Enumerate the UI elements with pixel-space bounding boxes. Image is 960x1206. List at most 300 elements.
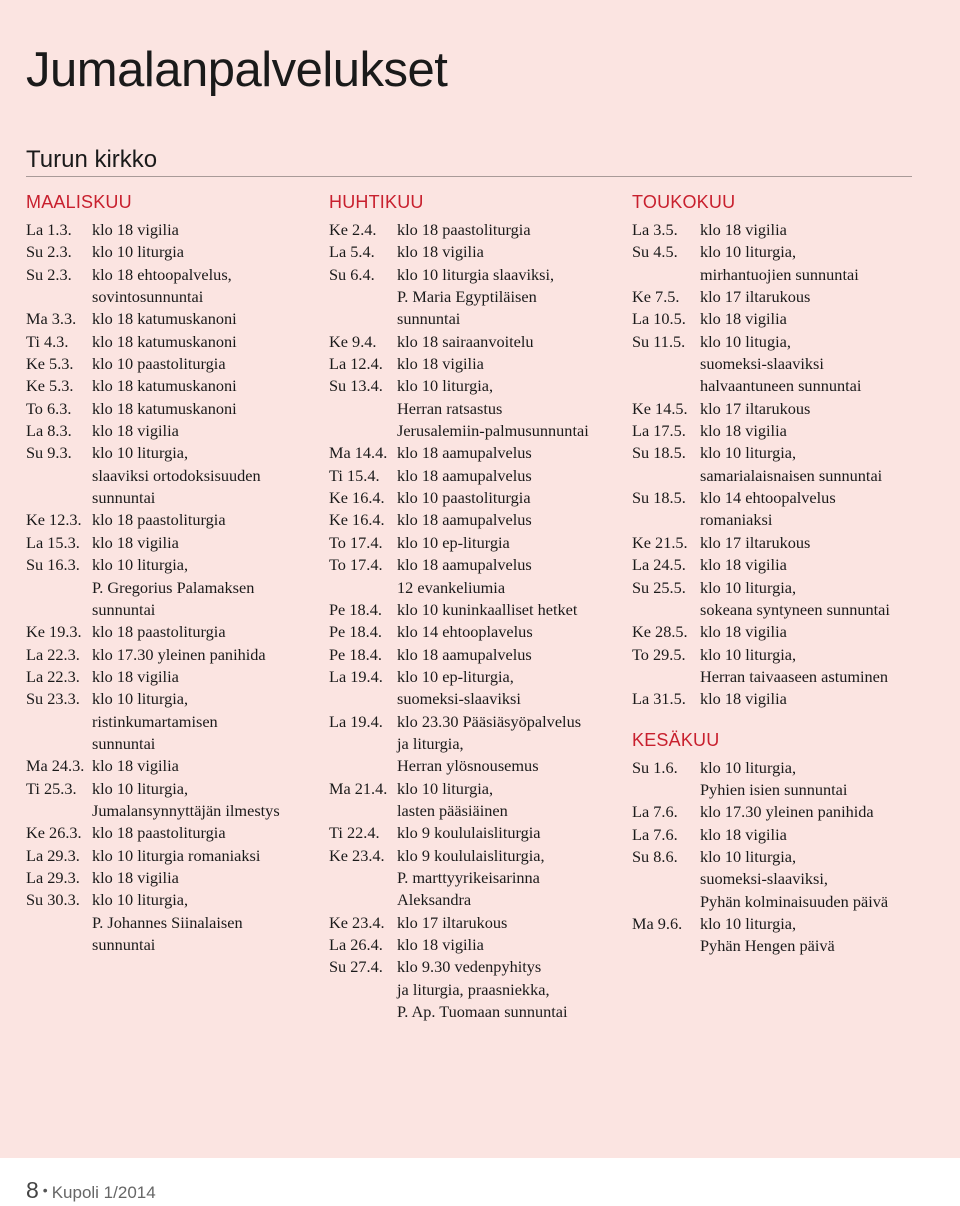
service-description: sokeana syntyneen sunnuntai bbox=[700, 599, 890, 619]
schedule-row bbox=[26, 644, 316, 666]
month-heading: TOUKOKUU bbox=[632, 192, 736, 212]
service-date: La 17.5. bbox=[632, 421, 686, 441]
schedule-row bbox=[632, 935, 932, 957]
schedule-row bbox=[26, 688, 316, 710]
service-description: P. Maria Egyptiläisen bbox=[397, 287, 537, 307]
service-description: klo 18 aamupalvelus bbox=[397, 555, 532, 575]
service-date bbox=[26, 800, 92, 822]
service-date: Ke 5.3. bbox=[26, 354, 74, 374]
schedule-column-3 bbox=[632, 190, 932, 958]
service-date bbox=[26, 286, 92, 308]
page-number: 8 bbox=[26, 1177, 39, 1203]
schedule-row bbox=[329, 331, 619, 353]
schedule-row bbox=[632, 779, 932, 801]
service-description: suomeksi-slaaviksi bbox=[700, 354, 824, 374]
service-description: klo 9 koululaisliturgia bbox=[397, 823, 541, 843]
schedule-row bbox=[632, 465, 932, 487]
month-heading: HUHTIKUU bbox=[329, 192, 424, 212]
service-description: lasten pääsiäinen bbox=[397, 800, 508, 820]
service-date bbox=[632, 264, 700, 286]
service-date: Ke 19.3. bbox=[26, 622, 82, 642]
service-date: Su 18.5. bbox=[632, 488, 686, 508]
service-date: La 7.6. bbox=[632, 802, 678, 822]
schedule-row bbox=[329, 219, 619, 241]
service-description: klo 18 vigilia bbox=[397, 354, 484, 374]
schedule-row bbox=[329, 979, 619, 1001]
service-description: klo 10 liturgia slaaviksi, bbox=[397, 264, 555, 284]
service-description: klo 10 litugia, bbox=[700, 331, 791, 351]
schedule-row bbox=[26, 800, 316, 822]
service-description: klo 10 liturgia, bbox=[92, 689, 189, 709]
schedule-row bbox=[329, 286, 619, 308]
schedule-row bbox=[329, 465, 619, 487]
schedule-row bbox=[26, 375, 316, 397]
schedule-row bbox=[632, 688, 932, 710]
schedule-row bbox=[26, 398, 316, 420]
service-description: klo 10 kuninkaalliset hetket bbox=[397, 599, 578, 619]
service-description: Jerusalemiin-palmusunnuntai bbox=[397, 421, 589, 441]
schedule-row bbox=[329, 353, 619, 375]
schedule-row bbox=[329, 621, 619, 643]
service-description: klo 10 liturgia, bbox=[397, 376, 494, 396]
schedule-row bbox=[329, 912, 619, 934]
schedule-row bbox=[329, 666, 619, 688]
service-date: Ke 5.3. bbox=[26, 376, 74, 396]
schedule-row bbox=[329, 599, 619, 621]
schedule-row bbox=[26, 845, 316, 867]
service-description: klo 18 vigilia bbox=[92, 220, 179, 239]
service-date: La 29.3. bbox=[26, 845, 80, 865]
service-date: Su 6.4. bbox=[329, 264, 375, 284]
service-description: Pyhien isien sunnuntai bbox=[700, 779, 848, 799]
service-date: Ti 15.4. bbox=[329, 465, 380, 485]
service-description: ja liturgia, praasniekka, bbox=[397, 979, 550, 999]
service-date bbox=[329, 286, 397, 308]
service-description: klo 10 ep-liturgia bbox=[397, 532, 510, 552]
schedule-row bbox=[26, 286, 316, 308]
schedule-column-1 bbox=[26, 190, 316, 956]
service-description: P. marttyyrikeisarinna bbox=[397, 867, 540, 887]
service-description: klo 17 iltarukous bbox=[397, 912, 508, 932]
schedule-row bbox=[632, 219, 932, 241]
service-description: klo 18 katumuskanoni bbox=[92, 331, 237, 351]
service-date: To 29.5. bbox=[632, 644, 686, 664]
service-date bbox=[26, 912, 92, 934]
schedule-row bbox=[329, 778, 619, 800]
service-date bbox=[329, 420, 397, 442]
service-date: La 15.3. bbox=[26, 532, 80, 552]
service-description: P. Johannes Siinalaisen bbox=[92, 912, 243, 932]
service-date: Su 13.4. bbox=[329, 376, 383, 396]
footer-bullet: • bbox=[42, 1182, 48, 1198]
schedule-row bbox=[26, 867, 316, 889]
service-description: klo 10 liturgia, bbox=[92, 778, 189, 798]
service-date: La 7.6. bbox=[632, 824, 678, 844]
schedule-row bbox=[632, 757, 932, 779]
service-date: Ke 23.4. bbox=[329, 845, 385, 865]
service-description: klo 10 liturgia, bbox=[700, 443, 797, 463]
service-date: La 29.3. bbox=[26, 867, 80, 887]
schedule-row bbox=[329, 800, 619, 822]
service-description: klo 14 ehtooplavelus bbox=[397, 622, 533, 642]
schedule-row bbox=[632, 644, 932, 666]
service-description: klo 10 ep-liturgia, bbox=[397, 666, 514, 686]
month-heading: MAALISKUU bbox=[26, 192, 132, 212]
service-date bbox=[329, 867, 397, 889]
service-description: klo 18 vigilia bbox=[700, 622, 787, 642]
service-date: La 19.4. bbox=[329, 666, 383, 686]
service-description: klo 10 liturgia, bbox=[92, 555, 189, 575]
service-description: klo 10 liturgia, bbox=[397, 778, 494, 798]
schedule-row bbox=[632, 621, 932, 643]
schedule-row bbox=[632, 913, 932, 935]
service-date: Su 30.3. bbox=[26, 890, 80, 910]
schedule-row bbox=[632, 442, 932, 464]
service-date: Su 8.6. bbox=[632, 846, 678, 866]
schedule-row bbox=[329, 442, 619, 464]
service-description: klo 18 katumuskanoni bbox=[92, 376, 237, 396]
schedule-row bbox=[632, 846, 932, 868]
schedule-row bbox=[632, 801, 932, 823]
schedule-row bbox=[329, 375, 619, 397]
service-description: klo 18 vigilia bbox=[700, 220, 787, 239]
schedule-row bbox=[26, 308, 316, 330]
service-date: Pe 18.4. bbox=[329, 622, 382, 642]
schedule-row bbox=[632, 666, 932, 688]
service-date bbox=[632, 465, 700, 487]
schedule-row bbox=[632, 532, 932, 554]
schedule-row bbox=[632, 599, 932, 621]
service-description: klo 18 vigilia bbox=[92, 756, 179, 776]
service-date: Ma 21.4. bbox=[329, 778, 388, 798]
service-description: klo 18 vigilia bbox=[700, 555, 787, 575]
service-description: klo 18 aamupalvelus bbox=[397, 465, 532, 485]
schedule-row bbox=[329, 241, 619, 263]
service-date: La 24.5. bbox=[632, 555, 686, 575]
schedule-row bbox=[329, 577, 619, 599]
service-description: klo 18 paastoliturgia bbox=[92, 510, 226, 530]
schedule-row bbox=[329, 889, 619, 911]
schedule-row bbox=[26, 264, 316, 286]
service-date bbox=[26, 934, 92, 956]
service-date: Ke 16.4. bbox=[329, 510, 385, 530]
schedule-row bbox=[26, 711, 316, 733]
service-description: ja liturgia, bbox=[397, 733, 464, 753]
service-date bbox=[632, 935, 700, 957]
service-description: Herran ylösnousemus bbox=[397, 756, 539, 776]
service-date: To 17.4. bbox=[329, 532, 383, 552]
service-date: Su 2.3. bbox=[26, 242, 72, 262]
schedule-row bbox=[329, 644, 619, 666]
heading-divider bbox=[26, 176, 912, 177]
schedule-row bbox=[632, 487, 932, 509]
service-description: klo 18 vigilia bbox=[700, 309, 787, 329]
schedule-row bbox=[26, 912, 316, 934]
service-date: Ke 9.4. bbox=[329, 331, 377, 351]
service-description: klo 17 iltarukous bbox=[700, 287, 811, 307]
service-description: klo 18 vigilia bbox=[397, 242, 484, 262]
schedule-row bbox=[329, 264, 619, 286]
service-date: Ke 26.3. bbox=[26, 823, 82, 843]
schedule-row bbox=[26, 241, 316, 263]
service-description: klo 10 liturgia, bbox=[700, 242, 797, 262]
schedule-row bbox=[26, 733, 316, 755]
publication-name: Kupoli 1/2014 bbox=[51, 1183, 156, 1202]
service-description: klo 17 iltarukous bbox=[700, 532, 811, 552]
service-description: klo 23.30 Pääsiäsyöpalvelus bbox=[397, 711, 582, 731]
service-date: La 10.5. bbox=[632, 309, 686, 329]
schedule-row bbox=[26, 532, 316, 554]
service-description: klo 18 vigilia bbox=[700, 824, 787, 844]
schedule-row bbox=[329, 845, 619, 867]
service-date: Pe 18.4. bbox=[329, 599, 382, 619]
service-description: klo 9 koululaisliturgia, bbox=[397, 845, 545, 865]
page-title: Jumalanpalvelukset bbox=[26, 43, 448, 97]
service-date: Su 27.4. bbox=[329, 957, 383, 977]
schedule-row bbox=[26, 465, 316, 487]
service-date: Ke 23.4. bbox=[329, 912, 385, 932]
service-date: Su 1.6. bbox=[632, 757, 678, 777]
service-date: Su 9.3. bbox=[26, 443, 72, 463]
service-date bbox=[632, 353, 700, 375]
service-date: La 12.4. bbox=[329, 354, 383, 374]
schedule-row bbox=[632, 241, 932, 263]
service-date bbox=[26, 487, 92, 509]
service-description: klo 18 aamupalvelus bbox=[397, 510, 532, 530]
service-description: klo 18 katumuskanoni bbox=[92, 309, 237, 329]
service-date bbox=[632, 779, 700, 801]
schedule-row bbox=[26, 934, 316, 956]
service-date: Ma 24.3. bbox=[26, 756, 85, 776]
service-description: slaaviksi ortodoksisuuden bbox=[92, 465, 261, 485]
service-description: klo 18 vigilia bbox=[700, 421, 787, 441]
service-description: klo 17 iltarukous bbox=[700, 398, 811, 418]
service-description: Herran taivaaseen astuminen bbox=[700, 666, 889, 686]
service-description: klo 10 liturgia, bbox=[700, 757, 797, 777]
schedule-row bbox=[329, 554, 619, 576]
service-description: klo 18 katumuskanoni bbox=[92, 398, 237, 418]
service-description: klo 9.30 vedenpyhitys bbox=[397, 957, 542, 977]
schedule-row bbox=[329, 420, 619, 442]
schedule-row bbox=[329, 487, 619, 509]
schedule-row bbox=[632, 308, 932, 330]
service-date: Su 11.5. bbox=[632, 331, 686, 351]
service-description: klo 17.30 yleinen panihida bbox=[92, 644, 266, 664]
schedule-row bbox=[329, 1001, 619, 1023]
service-description: Herran ratsastus bbox=[397, 398, 503, 418]
schedule-row bbox=[329, 755, 619, 777]
church-heading: Turun kirkko bbox=[26, 146, 158, 173]
service-description: klo 18 vigilia bbox=[92, 532, 179, 552]
schedule-row bbox=[26, 822, 316, 844]
service-date: La 8.3. bbox=[26, 421, 72, 441]
service-description: P. Gregorius Palamaksen bbox=[92, 577, 255, 597]
service-description: klo 10 paastoliturgia bbox=[397, 488, 531, 508]
schedule-row bbox=[26, 755, 316, 777]
schedule-row bbox=[26, 599, 316, 621]
service-date: Ke 14.5. bbox=[632, 398, 688, 418]
service-date: Su 2.3. bbox=[26, 264, 72, 284]
service-description: klo 10 liturgia, bbox=[92, 443, 189, 463]
service-description: klo 10 liturgia bbox=[92, 242, 184, 262]
service-description: klo 18 vigilia bbox=[92, 666, 179, 686]
service-date: Ma 3.3. bbox=[26, 309, 77, 329]
schedule-row bbox=[329, 711, 619, 733]
schedule-row bbox=[329, 822, 619, 844]
service-date: Su 4.5. bbox=[632, 242, 678, 262]
service-date: La 5.4. bbox=[329, 242, 375, 262]
service-description: suomeksi-slaaviksi, bbox=[700, 869, 828, 889]
schedule-row bbox=[329, 956, 619, 978]
service-date bbox=[26, 577, 92, 599]
service-description: halvaantuneen sunnuntai bbox=[700, 376, 862, 396]
service-date: Ti 22.4. bbox=[329, 823, 380, 843]
schedule-row bbox=[26, 219, 316, 241]
service-description: klo 18 sairaanvoitelu bbox=[397, 331, 534, 351]
service-description: 12 evankeliumia bbox=[397, 577, 506, 597]
service-description: sunnuntai bbox=[397, 309, 461, 329]
service-date bbox=[26, 711, 92, 733]
schedule-column-2 bbox=[329, 190, 619, 1023]
service-description: suomeksi-slaaviksi bbox=[397, 689, 521, 709]
schedule-row bbox=[329, 509, 619, 531]
service-date: Su 25.5. bbox=[632, 577, 686, 597]
service-date: Ke 2.4. bbox=[329, 220, 377, 239]
service-date bbox=[329, 979, 397, 1001]
service-date bbox=[329, 688, 397, 710]
service-date bbox=[26, 599, 92, 621]
service-description: klo 18 paastoliturgia bbox=[92, 622, 226, 642]
service-description: samarialaisnaisen sunnuntai bbox=[700, 465, 883, 485]
schedule-row bbox=[26, 487, 316, 509]
service-description: klo 18 aamupalvelus bbox=[397, 443, 532, 463]
schedule-row bbox=[329, 733, 619, 755]
service-date: Ti 4.3. bbox=[26, 331, 69, 351]
service-description: klo 18 paastoliturgia bbox=[92, 823, 226, 843]
service-description: klo 10 liturgia romaniaksi bbox=[92, 845, 261, 865]
schedule-row bbox=[329, 308, 619, 330]
schedule-row bbox=[329, 867, 619, 889]
schedule-row bbox=[26, 778, 316, 800]
service-description: sunnuntai bbox=[92, 935, 156, 954]
schedule-row bbox=[632, 868, 932, 890]
service-description: klo 14 ehtoopalvelus bbox=[700, 488, 836, 508]
service-description: klo 10 liturgia, bbox=[700, 644, 797, 664]
service-date: Ti 25.3. bbox=[26, 778, 77, 798]
page-footer bbox=[26, 1177, 156, 1204]
schedule-row bbox=[26, 666, 316, 688]
service-date bbox=[632, 868, 700, 890]
schedule-row bbox=[632, 375, 932, 397]
schedule-row bbox=[632, 353, 932, 375]
service-date bbox=[632, 599, 700, 621]
schedule-row bbox=[632, 398, 932, 420]
schedule-row bbox=[26, 331, 316, 353]
schedule-row bbox=[632, 509, 932, 531]
service-date: Ke 28.5. bbox=[632, 622, 688, 642]
service-date bbox=[329, 733, 397, 755]
service-date: To 6.3. bbox=[26, 398, 72, 418]
service-description: romaniaksi bbox=[700, 510, 773, 530]
schedule-row bbox=[26, 577, 316, 599]
service-description: klo 18 vigilia bbox=[92, 867, 179, 887]
service-date bbox=[329, 308, 397, 330]
schedule-row bbox=[632, 554, 932, 576]
service-date bbox=[329, 889, 397, 911]
service-description: klo 10 liturgia, bbox=[700, 846, 797, 866]
service-date bbox=[329, 577, 397, 599]
service-date: La 22.3. bbox=[26, 644, 80, 664]
month-heading: KESÄKUU bbox=[632, 729, 720, 750]
service-description: mirhantuojien sunnuntai bbox=[700, 264, 859, 284]
service-date: Pe 18.4. bbox=[329, 644, 382, 664]
schedule-row bbox=[632, 824, 932, 846]
service-description: klo 18 paastoliturgia bbox=[397, 220, 531, 239]
schedule-row bbox=[26, 509, 316, 531]
service-date: La 31.5. bbox=[632, 689, 686, 709]
service-description: klo 18 ehtoopalvelus, bbox=[92, 264, 232, 284]
schedule-row bbox=[632, 286, 932, 308]
service-date: La 3.5. bbox=[632, 220, 678, 239]
schedule-row bbox=[329, 688, 619, 710]
service-description: klo 18 vigilia bbox=[700, 689, 787, 709]
service-date: La 22.3. bbox=[26, 666, 80, 686]
schedule-row bbox=[26, 554, 316, 576]
service-date bbox=[329, 800, 397, 822]
service-date: La 19.4. bbox=[329, 711, 383, 731]
service-date: Su 23.3. bbox=[26, 689, 80, 709]
service-date bbox=[632, 509, 700, 531]
service-description: P. Ap. Tuomaan sunnuntai bbox=[397, 1002, 568, 1022]
service-description: klo 10 liturgia, bbox=[700, 577, 797, 597]
service-date bbox=[329, 1001, 397, 1023]
schedule-row bbox=[26, 442, 316, 464]
service-date: Ma 9.6. bbox=[632, 913, 683, 933]
service-date: Su 16.3. bbox=[26, 555, 80, 575]
schedule-row bbox=[26, 889, 316, 911]
schedule-row bbox=[26, 621, 316, 643]
service-description: sunnuntai bbox=[92, 488, 156, 508]
service-description: klo 18 aamupalvelus bbox=[397, 644, 532, 664]
service-date bbox=[329, 398, 397, 420]
service-description: klo 10 liturgia, bbox=[92, 890, 189, 910]
schedule-row bbox=[26, 353, 316, 375]
service-date: Ke 16.4. bbox=[329, 488, 385, 508]
service-date: Ma 14.4. bbox=[329, 443, 388, 463]
schedule-row bbox=[632, 331, 932, 353]
service-date bbox=[632, 891, 700, 913]
service-description: klo 10 paastoliturgia bbox=[92, 354, 226, 374]
schedule-row bbox=[329, 398, 619, 420]
service-description: klo 18 vigilia bbox=[92, 421, 179, 441]
service-date bbox=[329, 755, 397, 777]
service-date: Ke 7.5. bbox=[632, 287, 680, 307]
service-date: Ke 21.5. bbox=[632, 532, 688, 552]
service-description: Pyhän Hengen päivä bbox=[700, 936, 835, 956]
schedule-row bbox=[632, 420, 932, 442]
service-date bbox=[632, 375, 700, 397]
schedule-row bbox=[329, 532, 619, 554]
schedule-row bbox=[632, 577, 932, 599]
service-date: Ke 12.3. bbox=[26, 510, 82, 530]
service-description: Aleksandra bbox=[397, 890, 472, 910]
service-date: Su 18.5. bbox=[632, 443, 686, 463]
service-date bbox=[632, 666, 700, 688]
schedule-row bbox=[632, 264, 932, 286]
service-description: sovintosunnuntai bbox=[92, 287, 204, 307]
schedule-row bbox=[26, 420, 316, 442]
service-description: klo 17.30 yleinen panihida bbox=[700, 802, 874, 822]
